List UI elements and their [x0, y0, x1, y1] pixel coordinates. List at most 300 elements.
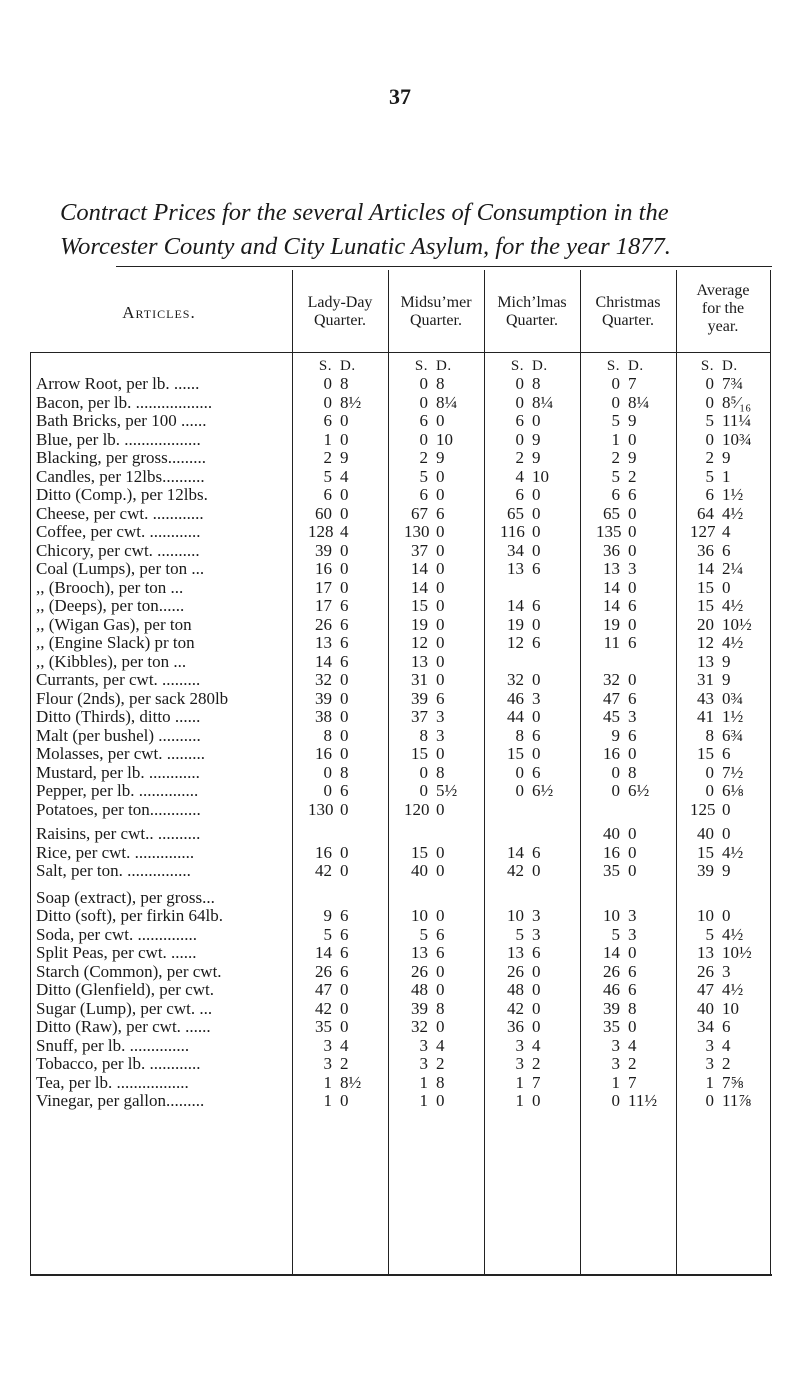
table-row: [14, 727, 772, 746]
pence-value: 5½: [436, 781, 458, 800]
pence-value: 0: [628, 540, 637, 560]
price-christmas: [596, 653, 664, 672]
article-name: Snuff, per lb. ..............: [36, 1036, 190, 1055]
shillings-value: 0: [705, 1091, 714, 1110]
table-row: [14, 825, 772, 844]
shillings-value: 14: [507, 842, 524, 862]
pence-value: 8: [628, 762, 637, 782]
table-row: [14, 597, 772, 616]
pence-value: 7¾: [722, 374, 744, 393]
unit-s: S.: [318, 358, 332, 374]
pence-value: 0: [436, 1091, 445, 1110]
pence-value: 0: [436, 670, 445, 689]
pence-value: 0: [532, 614, 541, 634]
price-average: [690, 394, 758, 413]
price-midsummer: [404, 708, 472, 727]
price-christmas: [596, 394, 664, 413]
pence-value: 8¼: [436, 392, 458, 412]
shillings-value: 13: [411, 943, 428, 962]
shillings-value: 2: [611, 448, 620, 467]
shillings-value: 12: [507, 633, 524, 652]
pence-value: 0: [628, 670, 637, 689]
price-michaelmas: [500, 486, 568, 505]
shillings-value: 0: [515, 429, 524, 449]
shillings-value: 36: [697, 540, 714, 560]
price-christmas: [596, 944, 664, 963]
article-name: ,, (Wigan Gas), per ton: [36, 615, 192, 634]
shillings-value: 26: [603, 961, 620, 981]
shillings-value: 3: [611, 1054, 620, 1073]
price-midsummer: [404, 981, 472, 1000]
price-average: [690, 782, 758, 801]
shillings-value: 6: [323, 411, 332, 430]
article-name: Starch (Common), per cwt.: [36, 962, 222, 981]
price-average: [690, 1074, 758, 1093]
article-name: Sugar (Lump), per cwt. ...: [36, 999, 213, 1018]
price-christmas: [596, 375, 664, 394]
pence-value: 0: [532, 980, 541, 999]
pence-value: 8: [436, 1072, 445, 1092]
article-name: ,, (Deeps), per ton......: [36, 597, 185, 615]
table-row: [14, 1037, 772, 1056]
pence-value: 0: [628, 429, 637, 449]
shillings-value: 39: [697, 861, 714, 880]
header-average-line2: for the: [701, 300, 745, 317]
pence-value: 8¼: [532, 392, 554, 412]
price-christmas: [596, 505, 664, 524]
shillings-value: 19: [603, 614, 620, 634]
shillings-value: 10: [603, 906, 620, 925]
table-row: [14, 801, 772, 820]
shillings-value: 15: [697, 596, 714, 615]
shillings-value: 32: [315, 670, 332, 689]
shillings-value: 1: [419, 1091, 428, 1110]
price-lady-day: [308, 616, 376, 635]
shillings-value: 39: [603, 998, 620, 1018]
shillings-value: 13: [697, 651, 714, 671]
price-michaelmas: [500, 579, 568, 598]
pence-value: 8: [532, 374, 541, 393]
table-row: [14, 889, 772, 908]
shillings-value: 2: [705, 448, 714, 467]
price-michaelmas: [500, 862, 568, 881]
pence-value: 6: [340, 943, 349, 962]
price-lady-day: [308, 1037, 376, 1056]
shillings-value: 12: [411, 633, 428, 652]
shillings-value: 130: [404, 522, 430, 541]
pence-value: 3: [532, 924, 541, 944]
pence-value: 0: [340, 998, 349, 1018]
shillings-value: 40: [411, 861, 428, 880]
pence-value: 0: [722, 577, 731, 597]
price-lady-day: [308, 486, 376, 505]
price-average: [690, 375, 758, 394]
shillings-value: 6: [515, 411, 524, 430]
price-average: [690, 764, 758, 783]
shillings-value: 37: [411, 707, 428, 726]
price-christmas: [596, 764, 664, 783]
pence-value: 4: [722, 522, 731, 541]
price-christmas: [596, 862, 664, 881]
price-michaelmas: [500, 412, 568, 431]
shillings-value: 16: [315, 559, 332, 578]
price-michaelmas: [500, 764, 568, 783]
pence-value: 6¾: [722, 725, 744, 745]
article-name: Raisins, per cwt.. ..........: [36, 825, 201, 843]
shillings-value: 36: [507, 1017, 524, 1036]
pence-value: 0: [436, 614, 445, 634]
table-top-rule: [116, 266, 772, 267]
table-row: [14, 944, 772, 963]
shillings-value: 10: [697, 906, 714, 925]
pence-value: 0: [436, 633, 445, 652]
pence-value: 6½: [532, 781, 554, 800]
price-michaelmas: [500, 981, 568, 1000]
price-michaelmas: [500, 505, 568, 524]
pence-value: 6: [340, 651, 349, 671]
shillings-value: 15: [411, 842, 428, 862]
price-midsummer: [404, 825, 472, 844]
pence-value: 2: [340, 1054, 349, 1073]
pence-value: 6: [340, 614, 349, 634]
price-lady-day: [308, 727, 376, 746]
header-average: [676, 282, 770, 336]
article-name: Chicory, per cwt. ..........: [36, 541, 200, 560]
shillings-value: 35: [315, 1017, 332, 1036]
shillings-value: 3: [419, 1054, 428, 1073]
unit-s: S.: [700, 358, 714, 374]
pence-value: 7⅝: [722, 1072, 744, 1092]
header-michaelmas: [484, 294, 580, 330]
table-row: [14, 926, 772, 945]
price-lady-day: [308, 862, 376, 881]
shillings-value: 20: [697, 614, 714, 634]
price-average: [690, 1018, 758, 1037]
pence-value: 0¾: [722, 688, 744, 708]
shillings-value: 26: [697, 961, 714, 981]
pence-value: 3: [722, 961, 731, 981]
price-average: [690, 505, 758, 524]
price-michaelmas: [500, 468, 568, 487]
shillings-value: 8: [419, 725, 428, 745]
pence-value: 0: [628, 522, 637, 541]
price-average: [690, 449, 758, 468]
shillings-value: 6: [419, 411, 428, 430]
pence-value: 2: [436, 1054, 445, 1073]
pence-value: 0: [628, 824, 637, 843]
price-midsummer: [404, 560, 472, 579]
pence-value: 0: [532, 1091, 541, 1110]
shillings-value: 0: [705, 781, 714, 800]
units-lady-day: [308, 358, 376, 375]
shillings-value: 47: [697, 980, 714, 999]
price-lady-day: [308, 690, 376, 709]
price-lady-day: [308, 782, 376, 801]
pence-value: 11½: [628, 1091, 658, 1110]
header-average-line1: Average: [696, 282, 750, 299]
article-name: Ditto (Raw), per cwt. ......: [36, 1018, 211, 1036]
price-average: [690, 801, 758, 820]
price-christmas: [596, 844, 664, 863]
shillings-value: 15: [411, 744, 428, 763]
shillings-value: 0: [705, 392, 714, 412]
pence-value: 0: [436, 980, 445, 999]
shillings-value: 0: [419, 392, 428, 412]
shillings-value: 39: [411, 998, 428, 1018]
table-row: [14, 542, 772, 561]
shillings-value: 5: [705, 466, 714, 486]
price-midsummer: [404, 944, 472, 963]
shillings-value: 14: [603, 577, 620, 597]
price-michaelmas: [500, 727, 568, 746]
header-lady-day-line2: Quarter.: [314, 312, 366, 329]
header-christmas-line1: Christmas: [595, 294, 661, 311]
price-lady-day: [308, 1018, 376, 1037]
article-name: Rice, per cwt. ..............: [36, 843, 195, 862]
price-average: [690, 542, 758, 561]
price-average: [690, 653, 758, 672]
unit-s: S.: [606, 358, 620, 374]
shillings-value: 65: [507, 503, 524, 523]
shillings-value: 10: [507, 906, 524, 925]
price-michaelmas: [500, 560, 568, 579]
price-michaelmas: [500, 963, 568, 982]
shillings-value: 46: [507, 688, 524, 708]
article-name: Cheese, per cwt. ............: [36, 504, 204, 523]
price-michaelmas: [500, 690, 568, 709]
pence-value: 0: [340, 707, 349, 726]
shillings-value: 14: [603, 943, 620, 962]
table-row: [14, 1018, 772, 1037]
shillings-value: 116: [500, 522, 525, 541]
pence-value: 6⅛: [722, 781, 744, 800]
price-christmas: [596, 1074, 664, 1093]
article-name: Molasses, per cwt. .........: [36, 745, 206, 763]
price-midsummer: [404, 963, 472, 982]
shillings-value: 42: [315, 998, 332, 1018]
shillings-value: 5: [515, 924, 524, 944]
shillings-value: 8: [323, 725, 332, 745]
price-christmas: [596, 727, 664, 746]
pence-value: 4½: [722, 842, 744, 862]
price-midsummer: [404, 375, 472, 394]
shillings-value: 3: [515, 1054, 524, 1073]
article-name: Candles, per 12lbs..........: [36, 467, 205, 486]
pence-value: 7: [628, 1072, 637, 1092]
pence-value: 6: [532, 596, 541, 615]
shillings-value: 13: [697, 943, 714, 962]
pence-value: 0: [628, 577, 637, 597]
shillings-value: 46: [603, 980, 620, 999]
pence-value: 6: [436, 943, 445, 962]
table-row: [14, 560, 772, 579]
shillings-value: 125: [690, 799, 716, 819]
pence-value: 6: [532, 633, 541, 652]
pence-value: 8⁵⁄₁₆: [722, 392, 752, 412]
shillings-value: 0: [515, 374, 524, 393]
pence-value: 4: [340, 466, 349, 486]
pence-value: 0: [628, 842, 637, 862]
pence-value: 9: [436, 448, 445, 467]
shillings-value: 14: [507, 596, 524, 615]
shillings-value: 0: [611, 374, 620, 393]
units-midsummer: [404, 358, 472, 375]
article-name: ,, (Kibbles), per ton ...: [36, 652, 187, 671]
price-midsummer: [404, 745, 472, 764]
price-michaelmas: [500, 944, 568, 963]
table-row: [14, 981, 772, 1000]
shillings-value: 41: [697, 707, 714, 726]
pence-value: 3: [628, 707, 637, 726]
table-row: [14, 616, 772, 635]
shillings-value: 3: [611, 1035, 620, 1055]
table-row: [14, 579, 772, 598]
table-row: [14, 844, 772, 863]
table-row: [14, 634, 772, 653]
table-row: [14, 907, 772, 926]
price-michaelmas: [500, 671, 568, 690]
pence-value: 0: [722, 824, 731, 843]
header-lady-day: [292, 294, 388, 330]
price-michaelmas: [500, 782, 568, 801]
shillings-value: 2: [323, 448, 332, 467]
price-midsummer: [404, 616, 472, 635]
price-lady-day: [308, 634, 376, 653]
shillings-value: 17: [315, 596, 332, 615]
table-row: [14, 671, 772, 690]
pence-value: 0: [628, 744, 637, 763]
table-row: [14, 431, 772, 450]
table-bottom-rule: [30, 1274, 772, 1276]
shillings-value: 40: [697, 824, 714, 843]
price-christmas: [596, 597, 664, 616]
pence-value: 6: [340, 924, 349, 944]
price-average: [690, 431, 758, 450]
article-name: Ditto (Glenfield), per cwt.: [36, 981, 214, 999]
shillings-value: 3: [323, 1054, 332, 1073]
price-christmas: [596, 907, 664, 926]
pence-value: 3: [436, 707, 445, 726]
price-christmas: [596, 889, 664, 908]
price-michaelmas: [500, 653, 568, 672]
page-title: [60, 196, 780, 264]
shillings-value: 65: [603, 503, 620, 523]
shillings-value: 13: [315, 633, 332, 652]
shillings-value: 0: [705, 429, 714, 449]
pence-value: 2: [628, 1054, 637, 1073]
price-midsummer: [404, 862, 472, 881]
pence-value: 10: [722, 998, 739, 1018]
shillings-value: 0: [323, 781, 332, 800]
price-lady-day: [308, 449, 376, 468]
pence-value: 0: [436, 906, 445, 925]
price-lady-day: [308, 907, 376, 926]
shillings-value: 130: [308, 799, 334, 819]
price-midsummer: [404, 412, 472, 431]
price-christmas: [596, 449, 664, 468]
article-name: Salt, per ton. ...............: [36, 862, 191, 880]
pence-value: 8: [340, 762, 349, 782]
price-midsummer: [404, 1055, 472, 1074]
price-average: [690, 486, 758, 505]
shillings-value: 6: [323, 485, 332, 504]
shillings-value: 32: [603, 670, 620, 689]
price-midsummer: [404, 1037, 472, 1056]
price-michaelmas: [500, 449, 568, 468]
shillings-value: 39: [315, 540, 332, 560]
article-name: Tobacco, per lb. ............: [36, 1055, 201, 1073]
price-lady-day: [308, 671, 376, 690]
price-midsummer: [404, 801, 472, 820]
shillings-value: 45: [603, 707, 620, 726]
price-midsummer: [404, 523, 472, 542]
article-name: Blacking, per gross.........: [36, 449, 206, 467]
pence-value: 10½: [722, 614, 752, 634]
pence-value: 0: [436, 411, 445, 430]
pence-value: 6: [340, 596, 349, 615]
price-midsummer: [404, 1092, 472, 1111]
price-midsummer: [404, 431, 472, 450]
shillings-value: 6: [515, 485, 524, 504]
unit-d: D.: [532, 358, 548, 374]
shillings-value: 3: [323, 1035, 332, 1055]
price-lady-day: [308, 764, 376, 783]
shillings-value: 0: [611, 781, 620, 800]
price-christmas: [596, 1000, 664, 1019]
shillings-value: 5: [611, 411, 620, 430]
shillings-value: 0: [611, 1091, 620, 1110]
shillings-value: 31: [697, 670, 714, 689]
header-michaelmas-line2: Quarter.: [506, 312, 558, 329]
shillings-value: 135: [596, 522, 622, 541]
shillings-value: 0: [419, 762, 428, 782]
pence-value: 6: [628, 725, 637, 745]
pence-value: 11⅞: [722, 1091, 752, 1110]
pence-value: 0: [532, 1017, 541, 1036]
pence-value: 8¼: [628, 392, 650, 412]
article-name: Coal (Lumps), per ton ...: [36, 560, 205, 578]
table-row: [14, 449, 772, 468]
pence-value: 0: [436, 485, 445, 504]
price-christmas: [596, 616, 664, 635]
price-midsummer: [404, 542, 472, 561]
price-average: [690, 708, 758, 727]
price-lady-day: [308, 981, 376, 1000]
shillings-value: 13: [507, 943, 524, 962]
price-midsummer: [404, 926, 472, 945]
table-row: [14, 653, 772, 672]
pence-value: 6: [340, 906, 349, 925]
pence-value: 9: [532, 448, 541, 467]
price-christmas: [596, 634, 664, 653]
price-christmas: [596, 486, 664, 505]
shillings-value: 39: [315, 688, 332, 708]
price-midsummer: [404, 1018, 472, 1037]
price-michaelmas: [500, 745, 568, 764]
pence-value: 6: [436, 688, 445, 708]
article-name: Coffee, per cwt. ............: [36, 523, 201, 541]
pence-value: 4½: [722, 924, 744, 944]
price-midsummer: [404, 634, 472, 653]
pence-value: 0: [340, 1091, 349, 1110]
price-average: [690, 468, 758, 487]
shillings-value: 35: [603, 1017, 620, 1036]
price-lady-day: [308, 1000, 376, 1019]
shillings-value: 9: [611, 725, 620, 745]
pence-value: 0: [628, 943, 637, 962]
price-average: [690, 907, 758, 926]
pence-value: 4: [722, 1035, 731, 1055]
